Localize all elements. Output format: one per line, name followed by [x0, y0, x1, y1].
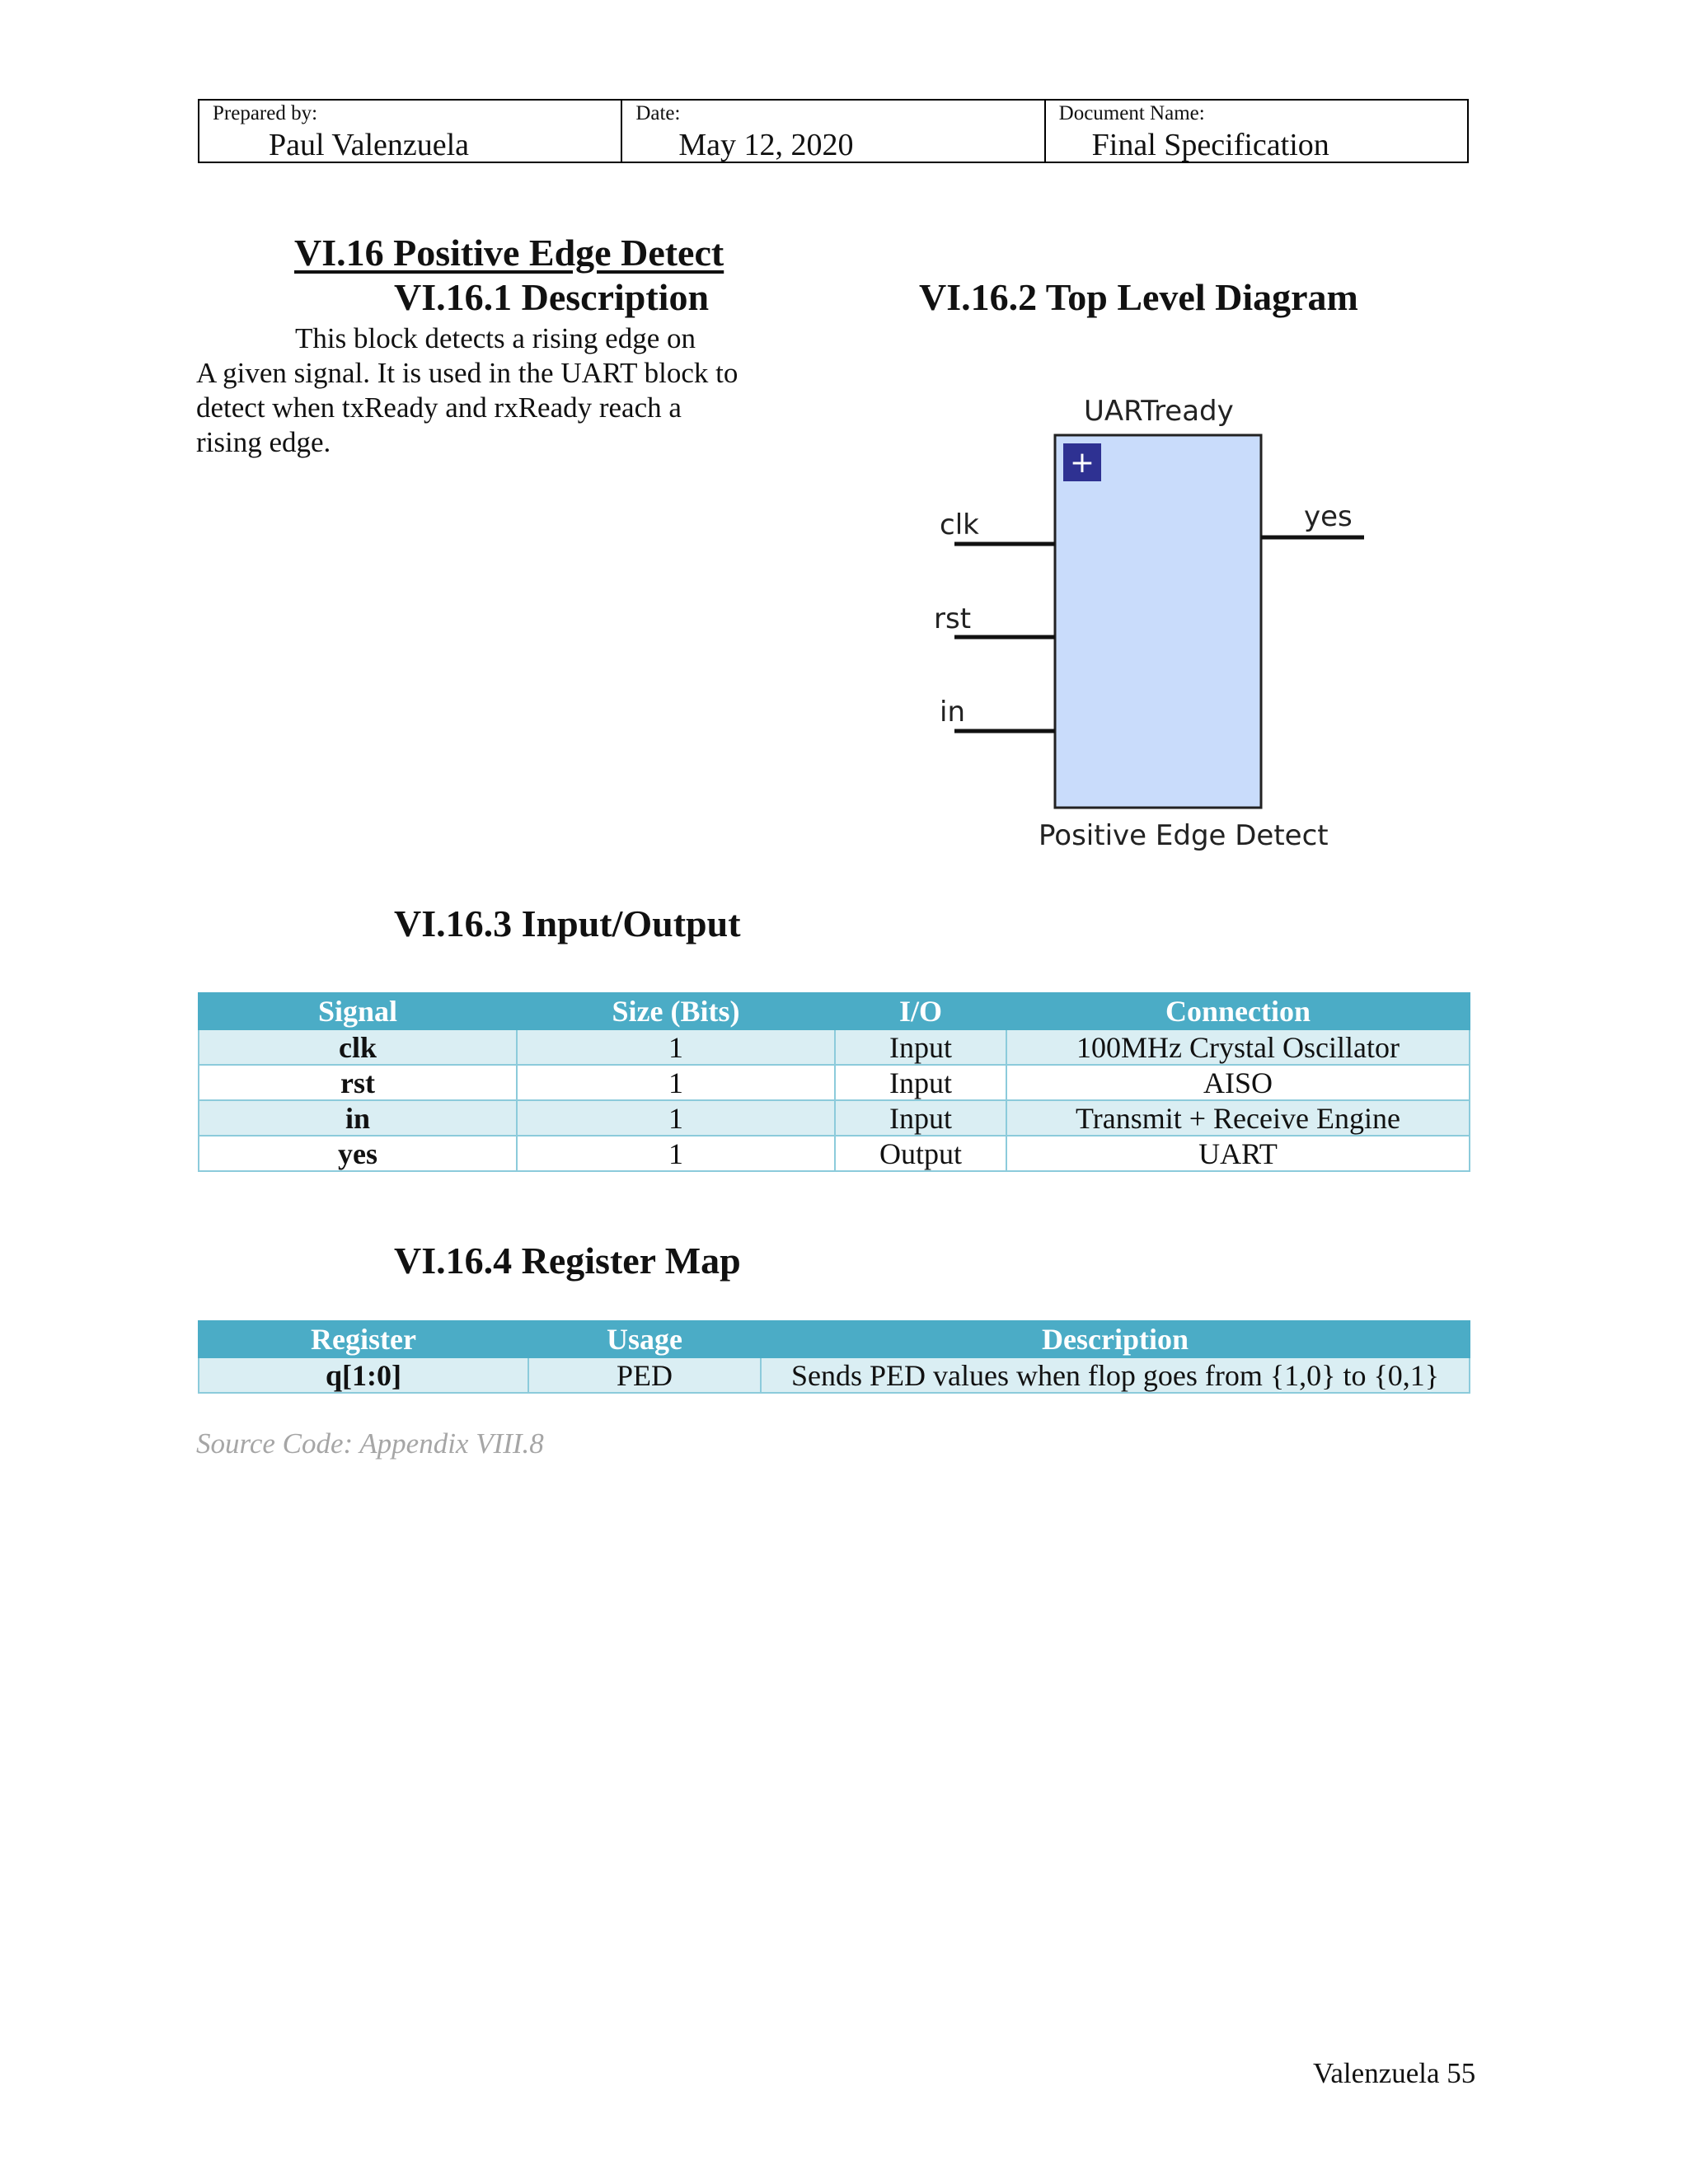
table-row	[199, 1136, 1470, 1171]
description-line: A given signal. It is used in the UART block to	[196, 357, 738, 389]
table-row	[199, 1029, 1470, 1065]
register-table-header-row	[199, 1321, 1470, 1357]
description-heading: VI.16.1 Description	[394, 276, 710, 318]
port-label-clk: clk	[940, 509, 979, 541]
section-title: VI.16 Positive Edge Detect	[294, 232, 724, 274]
io-cell: Output	[835, 1136, 1006, 1171]
date-label: Date:	[635, 102, 681, 124]
size-cell: 1	[517, 1029, 835, 1065]
module-block	[1055, 435, 1261, 808]
io-table-header-row	[199, 993, 1470, 1029]
connection-cell: Transmit + Receive Engine	[1006, 1100, 1470, 1136]
io-heading: VI.16.3 Input/Output	[394, 902, 741, 944]
plus-icon: +	[1069, 446, 1095, 480]
table-row	[199, 1100, 1470, 1136]
description-paragraph	[196, 321, 790, 460]
document-name-label: Document Name:	[1058, 102, 1205, 124]
diagram-top-label: UARTready	[1084, 395, 1234, 428]
top-level-diagram	[907, 387, 1401, 865]
description-line: detect when txReady and rxReady reach a	[196, 391, 682, 424]
date-cell	[622, 101, 1045, 162]
io-header-cell: Size (Bits)	[517, 993, 835, 1029]
register-cell: q[1:0]	[199, 1357, 528, 1393]
connection-cell: UART	[1006, 1136, 1470, 1171]
io-header-cell: Connection	[1006, 993, 1470, 1029]
signal-cell: in	[199, 1100, 517, 1136]
port-label-in: in	[940, 696, 965, 729]
size-cell: 1	[517, 1065, 835, 1100]
diagram-bottom-label: Positive Edge Detect	[1039, 819, 1329, 852]
register-map-table	[198, 1320, 1470, 1394]
page-footer: Valenzuela 55	[1313, 2057, 1476, 2089]
connection-cell: 100MHz Crystal Oscillator	[1006, 1029, 1470, 1065]
size-cell: 1	[517, 1136, 835, 1171]
io-cell: Input	[835, 1065, 1006, 1100]
io-cell: Input	[835, 1100, 1006, 1136]
register-header-cell: Usage	[528, 1321, 761, 1357]
port-label-yes: yes	[1304, 500, 1353, 533]
prepared-by-cell	[199, 101, 622, 162]
prepared-by-value: Paul Valenzuela	[269, 128, 470, 162]
port-label-rst: rst	[934, 602, 972, 635]
signal-cell: yes	[199, 1136, 517, 1171]
description-line: This block detects a rising edge on	[295, 322, 696, 354]
io-header-cell: I/O	[835, 993, 1006, 1029]
description-cell: Sends PED values when flop goes from {1,0} to {0,1}	[761, 1357, 1470, 1393]
register-header-cell: Register	[199, 1321, 528, 1357]
io-cell: Input	[835, 1029, 1006, 1065]
signal-cell: clk	[199, 1029, 517, 1065]
table-row	[199, 1357, 1470, 1393]
signal-cell: rst	[199, 1065, 517, 1100]
date-value: May 12, 2020	[678, 128, 854, 162]
io-header-cell: Signal	[199, 993, 517, 1029]
prepared-by-label: Prepared by:	[213, 102, 318, 124]
register-header-cell: Description	[761, 1321, 1470, 1357]
table-row	[199, 1065, 1470, 1100]
document-name-cell	[1046, 101, 1467, 162]
source-code-note: Source Code: Appendix VIII.8	[196, 1427, 544, 1460]
diagram-heading: VI.16.2 Top Level Diagram	[919, 276, 1358, 318]
connection-cell: AISO	[1006, 1065, 1470, 1100]
document-name-value: Final Specification	[1091, 128, 1329, 162]
size-cell: 1	[517, 1100, 835, 1136]
document-header-table	[198, 99, 1469, 163]
register-map-heading: VI.16.4 Register Map	[394, 1240, 741, 1282]
description-line: rising edge.	[196, 426, 331, 458]
usage-cell: PED	[528, 1357, 761, 1393]
io-table	[198, 992, 1470, 1172]
